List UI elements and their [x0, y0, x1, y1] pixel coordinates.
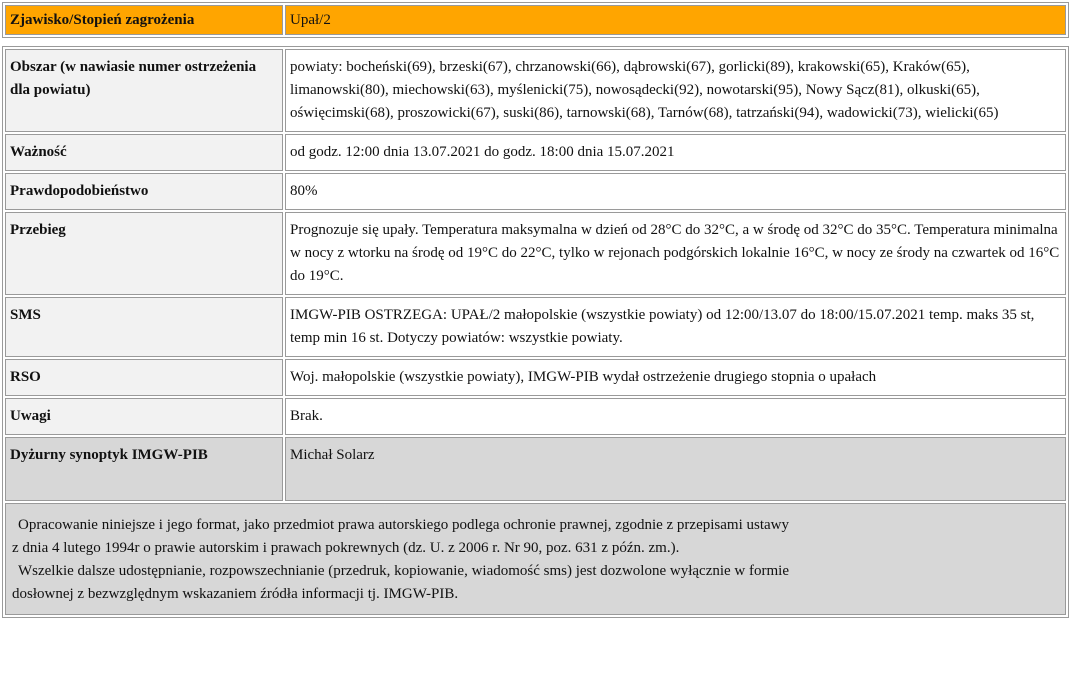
- header-row: [5, 5, 1066, 35]
- prawdopodobienstwo-label: Prawdopodobieństwo: [5, 173, 283, 210]
- row-prawdopodobienstwo: [5, 173, 1066, 210]
- rso-value: Woj. małopolskie (wszystkie powiaty), IMGW-PIB wydał ostrzeżenie drugiego stopnia o upałach: [285, 359, 1066, 396]
- row-waznosc: [5, 134, 1066, 171]
- sms-value: IMGW-PIB OSTRZEGA: UPAŁ/2 małopolskie (wszystkie powiaty) od 12:00/13.07 do 18:00/15.07.2021 temp. maks 35 st, temp min 16 st. Dotyczy powiatów: wszystkie powiaty.: [285, 297, 1066, 357]
- rso-label: RSO: [5, 359, 283, 396]
- obszar-value: powiaty: bocheński(69), brzeski(67), chrzanowski(66), dąbrowski(67), gorlicki(89), krakowski(65), Kraków(65), limanowski(80), miechowski(63), myślenicki(75), nowosądecki(92), nowotarski(95), Nowy Sącz(81), olkuski(65), oświęcimski(68), proszowicki(67), suski(86), tarnowski(68), Tarnów(68), tatrzański(94), wadowicki(73), wielicki(65): [285, 49, 1066, 132]
- synoptyk-value: Michał Solarz: [285, 437, 1066, 501]
- copyright-line-1: Opracowanie niniejsze i jego format, jako przedmiot prawa autorskiego podlega ochronie prawnej, zgodnie z przepisami ustawy: [18, 517, 789, 533]
- copyright-line-2: z dnia 4 lutego 1994r o prawie autorskim i prawach pokrewnych (dz. U. z 2006 r. Nr 90, poz. 631 z późn. zm.).: [12, 540, 680, 556]
- row-przebieg: [5, 212, 1066, 295]
- warning-header: [2, 2, 1069, 38]
- phenomenon-value: Upał/2: [285, 5, 1066, 35]
- waznosc-value: od godz. 12:00 dnia 13.07.2021 do godz. 18:00 dnia 15.07.2021: [285, 134, 1066, 171]
- sms-label: SMS: [5, 297, 283, 357]
- copyright-notice: [5, 503, 1066, 615]
- uwagi-label: Uwagi: [5, 398, 283, 435]
- prawdopodobienstwo-value: 80%: [285, 173, 1066, 210]
- synoptyk-label: Dyżurny synoptyk IMGW-PIB: [5, 437, 283, 501]
- row-synoptyk: [5, 437, 1066, 501]
- przebieg-value: Prognozuje się upały. Temperatura maksymalna w dzień od 28°C do 32°C, a w środę od 32°C do 35°C. Temperatura minimalna w nocy z wtorku na środę od 19°C do 22°C, tylko w rejonach podgórskich lokalnie 16°C, w nocy ze środy na czwartek od 16°C do 19°C.: [285, 212, 1066, 295]
- row-uwagi: [5, 398, 1066, 435]
- copyright-line-3: Wszelkie dalsze udostępnianie, rozpowszechnianie (przedruk, kopiowanie, wiadomość sms) jest dozwolone wyłącznie w formie: [18, 563, 789, 579]
- obszar-label: Obszar (w nawiasie numer ostrzeżenia dla powiatu): [5, 49, 283, 132]
- uwagi-value: Brak.: [285, 398, 1066, 435]
- copyright-line-4: dosłownej z bezwzględnym wskazaniem źródła informacji tj. IMGW-PIB.: [12, 586, 459, 602]
- row-sms: [5, 297, 1066, 357]
- copyright-footer: [5, 503, 1066, 615]
- row-rso: [5, 359, 1066, 396]
- przebieg-label: Przebieg: [5, 212, 283, 295]
- waznosc-label: Ważność: [5, 134, 283, 171]
- phenomenon-label: Zjawisko/Stopień zagrożenia: [5, 5, 283, 35]
- warning-details-table: [2, 46, 1069, 618]
- row-obszar: [5, 49, 1066, 132]
